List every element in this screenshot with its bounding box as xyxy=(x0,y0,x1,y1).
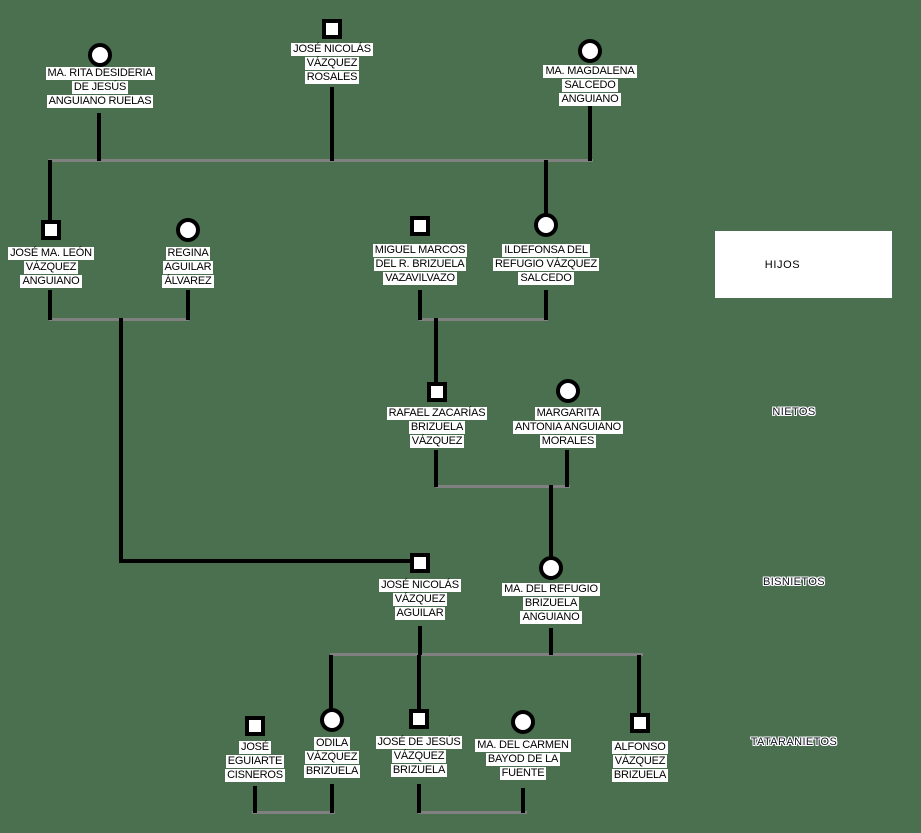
female-symbol-icon xyxy=(534,213,558,237)
male-symbol-icon xyxy=(41,220,61,240)
sibling-line-hijos xyxy=(48,159,593,162)
sibling-line-tataranietos xyxy=(330,653,643,656)
female-symbol-icon xyxy=(556,379,580,403)
name-line: VÁZQUEZ xyxy=(306,751,358,763)
name-line: VAZAVILVAZO xyxy=(385,272,455,284)
child-line-alfonso xyxy=(637,655,641,713)
name-line: CISNEROS xyxy=(227,769,283,781)
generation-label-bisnietos: BISNIETOS xyxy=(762,576,826,588)
person-rafael-zacarias-brizuela[interactable] xyxy=(362,382,512,448)
name-line: JOSÉ xyxy=(241,741,269,753)
male-symbol-icon xyxy=(409,709,429,729)
couple-line-miguel-ildefonsa xyxy=(419,318,548,321)
name-line: VÁZQUEZ xyxy=(25,261,77,273)
name-line: BRIZUELA xyxy=(305,765,359,777)
female-symbol-icon xyxy=(88,43,112,67)
name-line: VÁZQUEZ xyxy=(394,593,446,605)
child-line-rafael xyxy=(434,318,438,383)
name-line: RAFAEL ZACARÍAS xyxy=(388,407,486,419)
descent-line-ma-rita xyxy=(97,113,101,161)
name-line: BRIZUELA xyxy=(392,764,446,776)
name-line: AGUILAR xyxy=(396,607,444,619)
person-margarita-anguiano[interactable] xyxy=(493,379,643,448)
name-line: MA. DEL CARMEN xyxy=(477,739,569,751)
name-line: DE JESÚS xyxy=(73,81,127,93)
name-line: ROSALES xyxy=(306,71,358,83)
person-ma-del-refugio-brizuela[interactable] xyxy=(476,556,626,624)
descent-line-magdalena xyxy=(588,106,592,161)
child-line-jose-de-jesus xyxy=(417,655,421,709)
name-line: JOSÉ NICOLÁS xyxy=(381,579,459,591)
spouse-line-odila xyxy=(330,784,334,813)
branch-line-leon-descendant-vertical xyxy=(119,318,123,563)
name-line: VÁZQUEZ xyxy=(306,57,358,69)
name-line: ANGUIANO RUELAS xyxy=(48,95,152,107)
female-symbol-icon xyxy=(539,556,563,580)
male-symbol-icon xyxy=(410,553,430,573)
child-line-ma-refugio xyxy=(549,485,553,558)
parent-line-ma-refugio xyxy=(549,628,553,655)
generation-label-hijos-box xyxy=(715,231,892,298)
spouse-line-regina xyxy=(186,290,190,320)
parent-line-jose-nicolas-aguilar xyxy=(418,626,422,655)
child-line-jose-ma-leon xyxy=(48,160,52,221)
name-line: MORALES xyxy=(541,435,595,447)
couple-line-eguiarte-odila xyxy=(252,811,335,814)
generation-label-hijos: HIJOS xyxy=(764,258,801,271)
name-line: VÁZQUEZ xyxy=(393,750,445,762)
male-symbol-icon xyxy=(322,19,342,39)
child-line-odila xyxy=(329,655,333,709)
person-ildefonsa-vazquez-salcedo[interactable] xyxy=(471,213,621,285)
person-alfonso-vazquez-brizuela[interactable] xyxy=(565,713,715,782)
child-line-ildefonsa xyxy=(544,160,548,216)
name-line: VÁZQUEZ xyxy=(411,435,463,447)
name-line: AGUILAR xyxy=(164,261,212,273)
name-line: JOSÉ NICOLÁS xyxy=(293,43,371,55)
generation-label-nietos: NIETOS xyxy=(772,406,816,418)
generation-label-tataranietos: TATARANIETOS xyxy=(750,736,838,748)
female-symbol-icon xyxy=(511,710,535,734)
name-line: ILDEFONSA DEL xyxy=(504,244,588,256)
spouse-line-ildefonsa xyxy=(544,290,548,320)
name-line: ALFONSO xyxy=(614,741,666,753)
name-line: ANGUIANO xyxy=(561,93,619,105)
spouse-line-jose-eguiarte xyxy=(253,786,257,813)
name-line: BAYOD DE LA xyxy=(487,753,559,765)
name-line: VÁZQUEZ xyxy=(614,755,666,767)
person-jose-nicolas-vazquez-rosales[interactable] xyxy=(257,19,407,84)
person-ma-magdalena-salcedo[interactable] xyxy=(515,39,665,106)
descent-line-rosales xyxy=(330,87,334,161)
name-line: SALCEDO xyxy=(520,272,572,284)
name-line: SALCEDO xyxy=(564,79,616,91)
spouse-line-jose-de-jesus xyxy=(417,784,421,813)
name-line: MA. RITA DESIDERIA xyxy=(47,67,153,79)
name-line: JOSÉ DE JESÚS xyxy=(377,736,461,748)
spouse-line-ma-carmen xyxy=(521,788,525,813)
female-symbol-icon xyxy=(176,218,200,242)
name-line: EGUIARTE xyxy=(227,755,283,767)
male-symbol-icon xyxy=(630,713,650,733)
male-symbol-icon xyxy=(410,216,430,236)
name-line: MA. DEL REFUGIO xyxy=(504,583,598,595)
spouse-line-miguel xyxy=(418,290,422,320)
spouse-line-rafael xyxy=(434,450,438,487)
name-line: ANGUIANO xyxy=(522,611,580,623)
name-line: MARGARITA xyxy=(536,407,600,419)
couple-line-jesus-carmen xyxy=(418,811,527,814)
name-line: MIGUEL MARCOS xyxy=(374,244,466,256)
female-symbol-icon xyxy=(578,39,602,63)
name-line: ODILA xyxy=(315,737,348,749)
name-line: FUENTE xyxy=(501,767,545,779)
name-line: BRIZUELA xyxy=(410,421,464,433)
name-line: BRIZUELA xyxy=(613,769,667,781)
male-symbol-icon xyxy=(427,382,447,402)
name-line: ÁLVAREZ xyxy=(164,275,212,287)
name-line: MA. MAGDALENA xyxy=(545,65,635,77)
person-regina-aguilar[interactable] xyxy=(113,218,263,288)
name-line: ANTONIA ANGUIANO xyxy=(514,421,621,433)
name-line: REGINA xyxy=(167,247,209,259)
female-symbol-icon xyxy=(320,708,344,732)
name-line: JOSÉ MA. LEÓN xyxy=(10,247,92,259)
spouse-line-margarita xyxy=(565,450,569,487)
name-line: REFUGIO VÁZQUEZ xyxy=(494,258,598,270)
name-line: BRIZUELA xyxy=(524,597,578,609)
person-jose-ma-leon-vazquez[interactable] xyxy=(0,220,126,288)
spouse-line-jose-ma-leon xyxy=(48,290,52,320)
person-jose-nicolas-vazquez-aguilar[interactable] xyxy=(345,553,495,620)
person-ma-rita-desideria[interactable] xyxy=(25,43,175,108)
name-line: DEL R. BRIZUELA xyxy=(375,258,465,270)
name-line: ANGUIANO xyxy=(22,275,80,287)
